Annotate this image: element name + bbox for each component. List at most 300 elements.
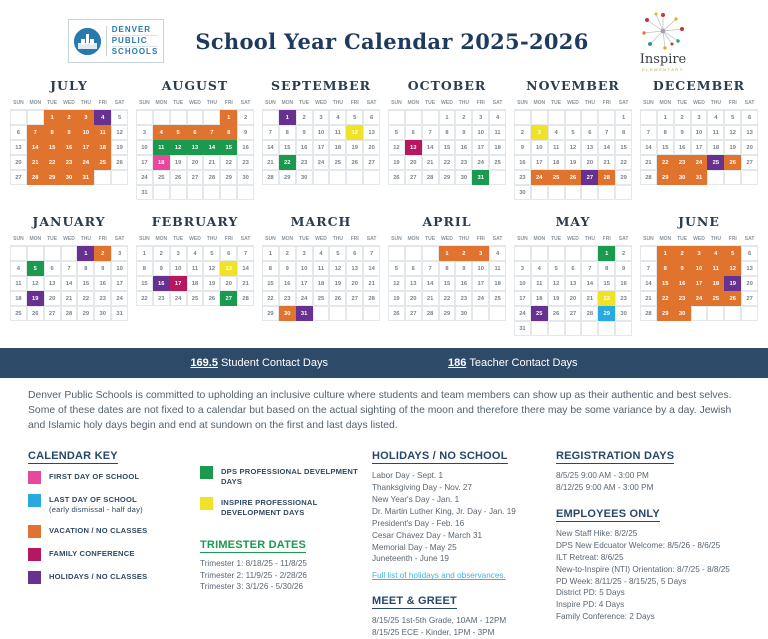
weekday-label: SUN xyxy=(10,233,27,246)
day-cell: 30 xyxy=(61,170,78,185)
day-cell: 22 xyxy=(77,291,94,306)
empty-cell xyxy=(313,170,330,185)
day-cell: 29 xyxy=(220,170,237,185)
day-cell: 21 xyxy=(598,155,615,170)
empty-cell xyxy=(472,306,489,321)
month-october xyxy=(388,78,506,200)
weekday-label: TUE xyxy=(548,233,565,246)
meet-greet-list xyxy=(372,615,542,639)
day-cell: 2 xyxy=(61,110,78,125)
weekday-label: SAT xyxy=(741,233,758,246)
weekday-label: SAT xyxy=(111,97,128,110)
full-holiday-list-link[interactable]: Full list of holidays and observances. xyxy=(372,571,506,581)
key-swatch-first_day xyxy=(28,471,41,484)
day-cell: 18 xyxy=(707,140,724,155)
day-cell: 12 xyxy=(203,261,220,276)
month-july xyxy=(10,78,128,200)
empty-cell xyxy=(262,110,279,125)
day-cell: 15 xyxy=(439,140,456,155)
month-title: MAY xyxy=(555,214,591,229)
empty-cell xyxy=(346,306,363,321)
day-cell: 27 xyxy=(405,170,422,185)
day-cell: 9 xyxy=(94,261,111,276)
key-swatch-holiday xyxy=(28,571,41,584)
list-line: Thanksgiving Day - Nov. 27 xyxy=(372,483,472,493)
day-cell: 5 xyxy=(724,246,741,261)
month-june xyxy=(640,214,758,336)
day-cell: 13 xyxy=(220,261,237,276)
day-cell: 12 xyxy=(111,125,128,140)
month-november xyxy=(514,78,632,200)
day-cell: 7 xyxy=(640,125,657,140)
empty-cell xyxy=(405,110,422,125)
day-cell: 7 xyxy=(598,125,615,140)
day-cell: 30 xyxy=(455,306,472,321)
day-cell: 1 xyxy=(615,110,632,125)
empty-cell xyxy=(329,170,346,185)
day-cell: 23 xyxy=(237,155,254,170)
day-cell: 30 xyxy=(674,170,691,185)
day-cell: 19 xyxy=(346,140,363,155)
weekday-label: TUE xyxy=(44,97,61,110)
day-cell: 9 xyxy=(615,261,632,276)
day-cell: 4 xyxy=(153,125,170,140)
day-cell: 26 xyxy=(27,306,44,321)
day-cell: 11 xyxy=(329,125,346,140)
day-cell: 5 xyxy=(548,261,565,276)
day-cell: 29 xyxy=(77,306,94,321)
day-cell: 26 xyxy=(203,291,220,306)
day-cell: 13 xyxy=(741,125,758,140)
day-cell: 25 xyxy=(329,155,346,170)
list-line: District PD: 5 Days xyxy=(556,588,625,598)
list-line: Cesar Chavez Day - March 31 xyxy=(372,530,483,540)
weekday-label: TUE xyxy=(170,233,187,246)
weekday-label: WED xyxy=(691,97,708,110)
day-cell: 19 xyxy=(111,140,128,155)
list-line: Trimester 2: 11/9/25 - 2/28/26 xyxy=(200,570,307,580)
weekday-label: WED xyxy=(565,97,582,110)
trimester-dates-list xyxy=(200,558,358,594)
key-swatch-family_conference xyxy=(28,548,41,561)
day-cell: 15 xyxy=(279,140,296,155)
inspire-logo-name: Inspire xyxy=(639,51,687,67)
weekday-label: THU xyxy=(707,97,724,110)
day-cell: 12 xyxy=(27,276,44,291)
key-item xyxy=(200,496,358,518)
page-header xyxy=(0,0,768,70)
day-cell: 19 xyxy=(329,276,346,291)
weekday-label: WED xyxy=(61,97,78,110)
day-cell: 31 xyxy=(472,170,489,185)
month-title: JULY xyxy=(50,78,88,93)
empty-cell xyxy=(581,110,598,125)
empty-cell xyxy=(422,246,439,261)
day-cell: 9 xyxy=(153,261,170,276)
empty-cell xyxy=(565,246,582,261)
month-title: MARCH xyxy=(290,214,352,229)
weekday-label: SUN xyxy=(136,97,153,110)
day-cell: 24 xyxy=(111,291,128,306)
weekday-label: THU xyxy=(707,233,724,246)
day-cell: 11 xyxy=(10,276,27,291)
day-cell: 26 xyxy=(548,306,565,321)
empty-cell xyxy=(44,246,61,261)
empty-cell xyxy=(598,185,615,200)
day-cell: 16 xyxy=(237,140,254,155)
day-cell: 1 xyxy=(598,246,615,261)
day-cell: 1 xyxy=(657,246,674,261)
weekday-label: TUE xyxy=(170,97,187,110)
month-title: AUGUST xyxy=(161,78,229,93)
day-cell: 6 xyxy=(405,261,422,276)
inspire-starburst-icon xyxy=(634,11,692,51)
day-cell: 19 xyxy=(724,276,741,291)
day-cell: 1 xyxy=(439,110,456,125)
day-cell: 21 xyxy=(363,276,380,291)
day-cell: 20 xyxy=(10,155,27,170)
day-cell: 19 xyxy=(388,155,405,170)
day-cell: 16 xyxy=(279,276,296,291)
day-cell: 24 xyxy=(313,155,330,170)
day-cell: 7 xyxy=(422,261,439,276)
month-february xyxy=(136,214,254,336)
weekday-label: TUE xyxy=(548,97,565,110)
list-line: Labor Day - Sept. 1 xyxy=(372,471,443,481)
weekday-label: FRI xyxy=(472,97,489,110)
day-cell: 23 xyxy=(674,291,691,306)
day-cell: 31 xyxy=(296,306,313,321)
day-cell: 15 xyxy=(657,276,674,291)
day-cell: 20 xyxy=(581,155,598,170)
day-cell: 24 xyxy=(136,170,153,185)
empty-cell xyxy=(615,321,632,336)
day-cell: 2 xyxy=(455,246,472,261)
day-cell: 8 xyxy=(439,261,456,276)
weekday-label: SUN xyxy=(388,97,405,110)
day-cell: 3 xyxy=(691,110,708,125)
day-cell: 14 xyxy=(422,276,439,291)
empty-cell xyxy=(489,306,506,321)
empty-cell xyxy=(405,246,422,261)
day-cell: 26 xyxy=(565,170,582,185)
day-cell: 4 xyxy=(707,110,724,125)
day-cell: 25 xyxy=(548,170,565,185)
weekday-label: SUN xyxy=(388,233,405,246)
day-cell: 18 xyxy=(10,291,27,306)
key-item xyxy=(28,470,186,484)
day-cell: 28 xyxy=(581,306,598,321)
day-cell: 4 xyxy=(489,110,506,125)
empty-cell xyxy=(10,110,27,125)
day-cell: 17 xyxy=(472,140,489,155)
empty-cell xyxy=(153,110,170,125)
day-cell: 3 xyxy=(313,110,330,125)
weekday-label: MON xyxy=(657,97,674,110)
day-cell: 31 xyxy=(514,321,531,336)
list-line: 8/15/25 1st-5th Grade, 10AM - 12PM xyxy=(372,616,507,626)
day-cell: 8 xyxy=(77,261,94,276)
day-cell: 21 xyxy=(237,276,254,291)
month-day-grid xyxy=(262,97,380,185)
weekday-label: TUE xyxy=(674,233,691,246)
day-cell: 16 xyxy=(94,276,111,291)
month-day-grid xyxy=(388,233,506,321)
day-cell: 21 xyxy=(262,155,279,170)
day-cell: 8 xyxy=(657,125,674,140)
empty-cell xyxy=(422,110,439,125)
day-cell: 10 xyxy=(136,140,153,155)
day-cell: 15 xyxy=(439,276,456,291)
weekday-label: MON xyxy=(27,97,44,110)
empty-cell xyxy=(329,306,346,321)
weekday-label: SAT xyxy=(489,97,506,110)
day-cell: 26 xyxy=(346,155,363,170)
holidays-list xyxy=(372,470,542,565)
day-cell: 30 xyxy=(615,306,632,321)
day-cell: 7 xyxy=(581,261,598,276)
holidays-title: HOLIDAYS / NO SCHOOL xyxy=(372,450,508,463)
weekday-label: THU xyxy=(203,233,220,246)
day-cell: 10 xyxy=(296,261,313,276)
day-cell: 5 xyxy=(329,246,346,261)
day-cell: 20 xyxy=(405,155,422,170)
day-cell: 22 xyxy=(136,291,153,306)
day-cell: 15 xyxy=(136,276,153,291)
day-cell: 13 xyxy=(44,276,61,291)
day-cell: 3 xyxy=(514,261,531,276)
day-cell: 6 xyxy=(363,110,380,125)
day-cell: 8 xyxy=(262,261,279,276)
day-cell: 8 xyxy=(657,261,674,276)
day-cell: 22 xyxy=(439,291,456,306)
day-cell: 26 xyxy=(170,170,187,185)
day-cell: 27 xyxy=(220,291,237,306)
empty-cell xyxy=(615,185,632,200)
teacher-contact-days-label: Teacher Contact Days xyxy=(469,357,578,369)
day-cell: 13 xyxy=(405,276,422,291)
day-cell: 6 xyxy=(581,125,598,140)
day-cell: 20 xyxy=(565,291,582,306)
weekday-label: WED xyxy=(187,97,204,110)
day-cell: 25 xyxy=(153,170,170,185)
day-cell: 3 xyxy=(170,246,187,261)
day-cell: 9 xyxy=(296,125,313,140)
day-cell: 19 xyxy=(388,291,405,306)
day-cell: 27 xyxy=(581,170,598,185)
day-cell: 13 xyxy=(187,140,204,155)
weekday-label: FRI xyxy=(472,233,489,246)
registration-employees-column xyxy=(556,446,740,639)
day-cell: 1 xyxy=(136,246,153,261)
day-cell: 8 xyxy=(615,125,632,140)
day-cell: 21 xyxy=(640,155,657,170)
month-day-grid xyxy=(514,233,632,336)
month-day-grid xyxy=(640,233,758,321)
empty-cell xyxy=(548,321,565,336)
day-cell: 30 xyxy=(237,170,254,185)
weekday-label: THU xyxy=(455,233,472,246)
day-cell: 11 xyxy=(707,261,724,276)
day-cell: 5 xyxy=(388,125,405,140)
day-cell: 12 xyxy=(388,140,405,155)
dps-logo-divider xyxy=(106,26,107,56)
empty-cell xyxy=(187,185,204,200)
day-cell: 29 xyxy=(439,170,456,185)
empty-cell xyxy=(363,170,380,185)
weekday-label: SAT xyxy=(615,233,632,246)
weekday-label: TUE xyxy=(422,97,439,110)
day-cell: 18 xyxy=(707,276,724,291)
day-cell: 4 xyxy=(187,246,204,261)
empty-cell xyxy=(237,185,254,200)
weekday-label: SAT xyxy=(363,233,380,246)
employees-only-list xyxy=(556,528,740,623)
day-cell: 25 xyxy=(10,306,27,321)
key-swatch-vacation xyxy=(28,525,41,538)
empty-cell xyxy=(27,110,44,125)
day-cell: 16 xyxy=(514,155,531,170)
month-day-grid xyxy=(136,233,254,306)
weekday-label: FRI xyxy=(724,233,741,246)
day-cell: 19 xyxy=(565,155,582,170)
key-label: INSPIRE PROFESSIONAL DEVELOPMENT DAYS xyxy=(221,497,318,517)
day-cell: 21 xyxy=(61,291,78,306)
weekday-label: WED xyxy=(187,233,204,246)
day-cell: 28 xyxy=(422,306,439,321)
empty-cell xyxy=(388,246,405,261)
day-cell: 21 xyxy=(203,155,220,170)
list-line: 8/15/25 ECE - Kinder, 1PM - 3PM xyxy=(372,628,495,638)
day-cell: 4 xyxy=(94,110,111,125)
month-day-grid xyxy=(388,97,506,185)
weekday-label: SAT xyxy=(363,97,380,110)
weekday-label: THU xyxy=(581,233,598,246)
day-cell: 8 xyxy=(598,261,615,276)
day-cell: 9 xyxy=(514,140,531,155)
dps-logo xyxy=(68,19,164,63)
day-cell: 4 xyxy=(329,110,346,125)
day-cell: 2 xyxy=(237,110,254,125)
weekday-label: WED xyxy=(439,233,456,246)
key-label: LAST DAY OF SCHOOL (early dismissal - half day) xyxy=(49,495,143,515)
inspire-logo xyxy=(620,11,706,72)
weekday-label: MON xyxy=(405,97,422,110)
list-line: Trimester 1: 8/18/25 - 11/8/25 xyxy=(200,558,307,568)
calendar-key-column xyxy=(28,446,186,639)
day-cell: 22 xyxy=(44,155,61,170)
day-cell: 28 xyxy=(237,291,254,306)
weekday-label: SUN xyxy=(514,233,531,246)
day-cell: 26 xyxy=(724,291,741,306)
weekday-label: FRI xyxy=(724,97,741,110)
contact-days-banner xyxy=(0,348,768,378)
day-cell: 30 xyxy=(296,170,313,185)
day-cell: 10 xyxy=(531,140,548,155)
month-title: JUNE xyxy=(678,214,720,229)
key-label: DPS PROFESSIONAL DEVELPMENT DAYS xyxy=(221,467,358,487)
day-cell: 14 xyxy=(237,261,254,276)
month-may xyxy=(514,214,632,336)
day-cell: 28 xyxy=(363,291,380,306)
key-label: HOLIDAYS / NO CLASSES xyxy=(49,571,148,581)
day-cell: 23 xyxy=(455,291,472,306)
pd-key-list xyxy=(200,465,358,517)
empty-cell xyxy=(531,110,548,125)
day-cell: 17 xyxy=(472,276,489,291)
day-cell: 13 xyxy=(741,261,758,276)
weekday-label: MON xyxy=(279,233,296,246)
dps-logo-line: DENVER xyxy=(111,25,152,34)
month-title: OCTOBER xyxy=(407,78,487,93)
day-cell: 27 xyxy=(44,306,61,321)
day-cell: 3 xyxy=(472,110,489,125)
weekday-label: MON xyxy=(657,233,674,246)
day-cell: 11 xyxy=(313,261,330,276)
day-cell: 17 xyxy=(313,140,330,155)
day-cell: 17 xyxy=(691,140,708,155)
empty-cell xyxy=(531,246,548,261)
day-cell: 30 xyxy=(94,306,111,321)
month-april xyxy=(388,214,506,336)
calendar-key-list xyxy=(28,470,186,584)
day-cell: 4 xyxy=(313,246,330,261)
dps-logo-icon xyxy=(74,28,101,55)
holidays-column xyxy=(372,446,542,639)
day-cell: 23 xyxy=(153,291,170,306)
day-cell: 25 xyxy=(313,291,330,306)
day-cell: 13 xyxy=(565,276,582,291)
day-cell: 6 xyxy=(405,125,422,140)
day-cell: 16 xyxy=(455,276,472,291)
weekday-label: FRI xyxy=(346,97,363,110)
day-cell: 24 xyxy=(472,291,489,306)
day-cell: 4 xyxy=(531,261,548,276)
trimester-dates-title: TRIMESTER DATES xyxy=(200,538,307,551)
day-cell: 18 xyxy=(313,276,330,291)
weekday-label: TUE xyxy=(296,97,313,110)
list-line: President's Day - Feb. 16 xyxy=(372,518,465,528)
day-cell: 4 xyxy=(489,246,506,261)
day-cell: 6 xyxy=(741,246,758,261)
key-swatch-inspire_pd xyxy=(200,497,213,510)
day-cell: 28 xyxy=(640,170,657,185)
day-cell: 30 xyxy=(279,306,296,321)
day-cell: 2 xyxy=(615,246,632,261)
day-cell: 20 xyxy=(220,276,237,291)
teacher-contact-days xyxy=(448,357,578,369)
day-cell: 5 xyxy=(346,110,363,125)
day-cell: 13 xyxy=(10,140,27,155)
day-cell: 29 xyxy=(657,306,674,321)
day-cell: 14 xyxy=(422,140,439,155)
day-cell: 6 xyxy=(187,125,204,140)
pd-key-trimester-column xyxy=(200,446,358,639)
weekday-label: MON xyxy=(153,233,170,246)
day-cell: 24 xyxy=(691,155,708,170)
list-line: Trimester 3: 3/1/26 - 5/30/26 xyxy=(200,582,303,592)
day-cell: 12 xyxy=(329,261,346,276)
empty-cell xyxy=(203,185,220,200)
day-cell: 25 xyxy=(489,291,506,306)
day-cell: 21 xyxy=(581,291,598,306)
weekday-label: FRI xyxy=(94,233,111,246)
key-item xyxy=(200,465,358,487)
day-cell: 2 xyxy=(674,110,691,125)
weekday-label: TUE xyxy=(44,233,61,246)
day-cell: 9 xyxy=(455,261,472,276)
day-cell: 23 xyxy=(296,155,313,170)
